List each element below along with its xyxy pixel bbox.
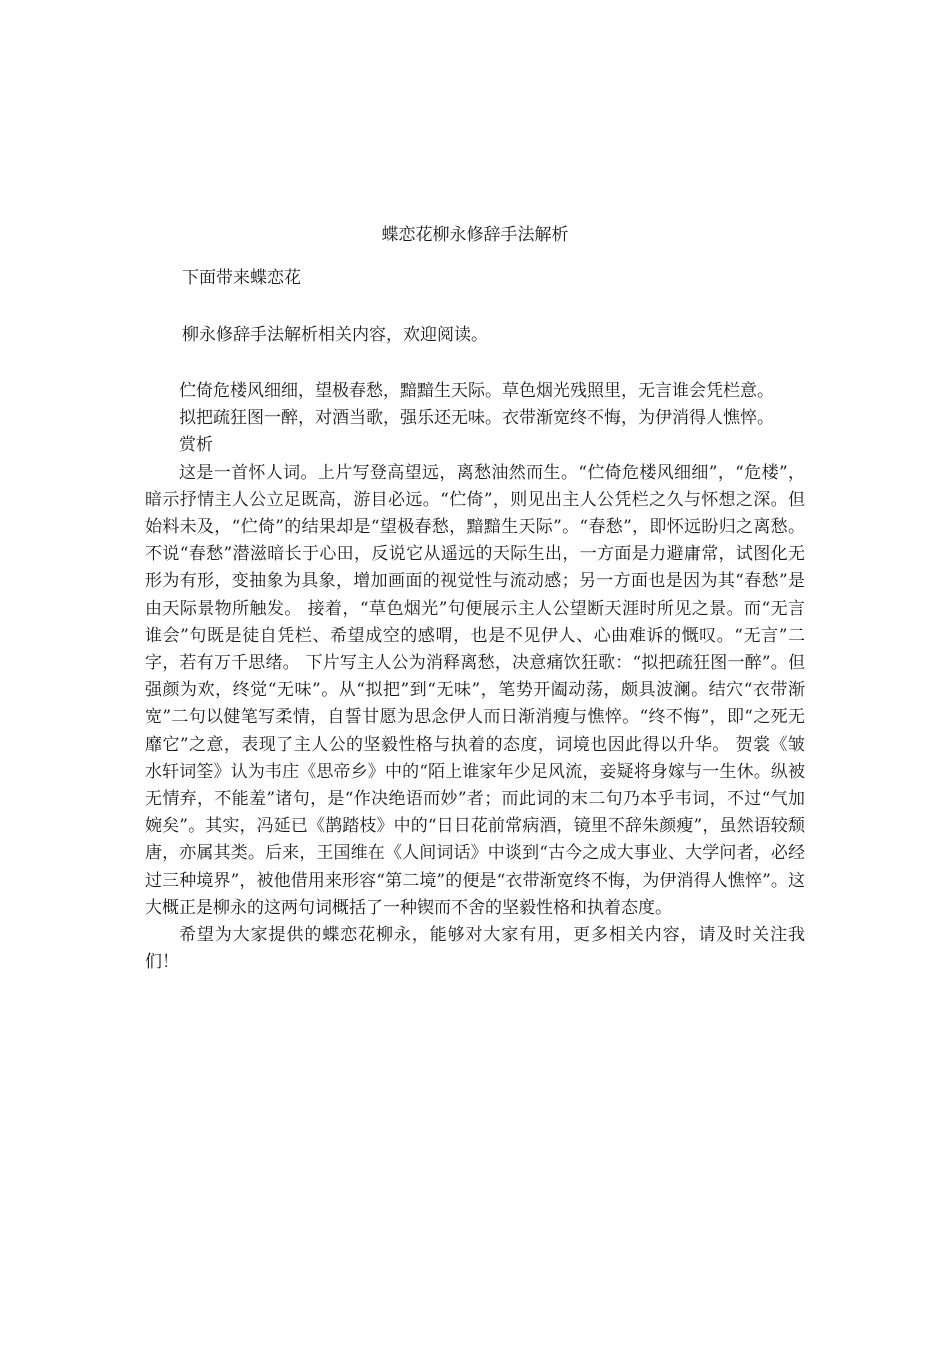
document-title: 蝶恋花柳永修辞手法解析: [381, 225, 569, 245]
intro-line: 下面带来蝶恋花: [182, 268, 301, 288]
poem-line-1: 伫倚危楼风细细，望极春愁，黯黯生天际。草色烟光残照里，无言谁会凭栏意。: [179, 381, 774, 401]
analysis-paragraph: 这是一首怀人词。上片写登高望远，离愁油然而生。“伫倚危楼风细细”，“危楼”，暗示抒情主人公立足既高，游目必远。“伫倚”，则见出主人公凭栏之久与怀想之深。但始料未及，“伫倚”的结果却是“望极春愁，黯黯生天际”。“春愁”，即怀远盼归之离愁。不说“春愁”潜滋暗长于心田，反说它从遥远的天际生出，一方面是力避庸常，试图化无形为有形，变抽象为具象，增加画面的视觉性与流动感；另一方面也是因为其“春愁”是由天际景物所触发。 接着，“草色烟光”句便展示主人公望断天涯时所见之景。而“无言谁会”句既是徒自凭栏、希望成空的感喟，也是不见伊人、心曲难诉的慨叹。“无言”二字，若有万千思绪。 下片写主人公为消释离愁，决意痛饮狂歌：“拟把疏狂图一醉”。但强颜为欢，终觉“无味”。从“拟把”到“无味”，笔势开阖动荡，颇具波澜。结穴“衣带渐宽”二句以健笔写柔情，自誓甘愿为思念伊人而日渐消瘦与憔悴。“终不悔”，即“之死无靡它”之意，表现了主人公的坚毅性格与执着的态度，词境也因此得以升华。 贺裳《皱水轩词筌》认为韦庄《思帝乡》中的“陌上谁家年少足风流，妾疑将身嫁与一生休。纵被无情弃，不能羞”诸句，是“作决绝语而妙”者；而此词的末二句乃本乎韦词，不过“气加婉矣”。其实，冯延已《鹊踏枝》中的“日日花前常病酒，镜里不辞朱颜瘦”，虽然语较颓唐，亦属其类。后来，王国维在《人间词话》中谈到“古今之成大事业、大学问者，必经过三种境界”，被他借用来形容“第二境”的便是“衣带渐宽终不悔，为伊消得人憔悴”。这大概正是柳永的这两句词概括了一种锲而不舍的坚毅性格和执着态度。: [145, 462, 805, 918]
closing-paragraph: 希望为大家提供的蝶恋花柳永，能够对大家有用，更多相关内容，请及时关注我们！: [145, 925, 805, 973]
section-heading: 赏析: [179, 435, 213, 456]
intro-line: 柳永修辞手法解析相关内容，欢迎阅读。: [182, 325, 488, 345]
poem-line-2: 拟把疏狂图一醉，对酒当歌，强乐还无味。衣带渐宽终不悔，为伊消得人憔悴。: [179, 408, 774, 429]
article-body: [145, 378, 805, 976]
